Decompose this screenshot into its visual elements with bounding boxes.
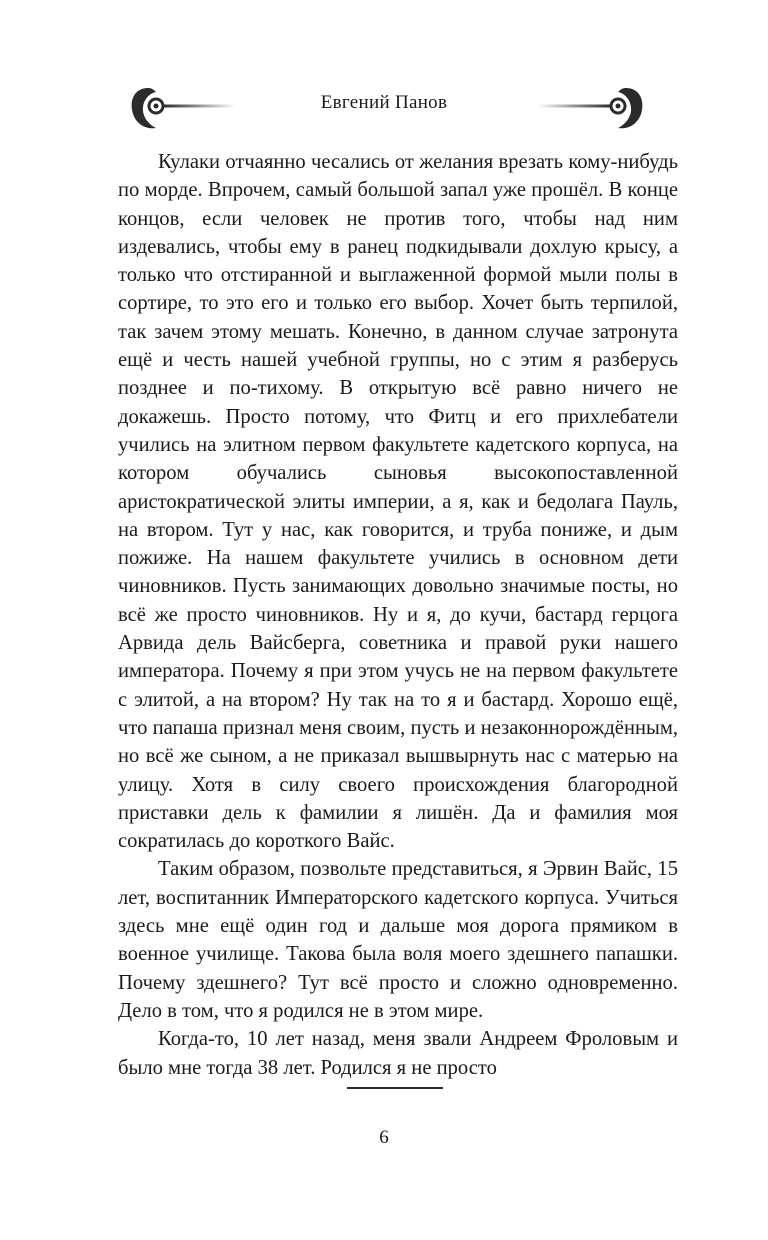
footer-divider	[347, 1087, 443, 1089]
right-ornament-icon	[538, 82, 648, 132]
page-number: 6	[379, 1127, 389, 1148]
paragraph-1: Кулаки отчаянно чесались от желания врезать кому-нибудь по морде. Впрочем, самый большой запал уже прошёл. В конце концов, если человек не против того, чтобы над ним издевались, чтобы ему в ранец подкидывали дохлую крысу, а только что отстиранной и выглаженной формой мыли полы в сортире, то это его и только его выбор. Хочет быть терпилой, так зачем этому мешать. Конечно, в данном случае затронута ещё и честь нашей учебной группы, но с этим я разберусь позднее и по-тихому. В открытую всё равно ничего не докажешь. Просто потому, что Фитц и его прихлебатели учились на элитном первом факультете кадетского корпуса, на котором обучались сыновья высокопоставленной аристократической элиты империи, а я, как и бедолага Пауль, на втором. Тут у нас, как говорится, и труба пониже, и дым пожиже. На нашем факультете учились в основном дети чиновников. Пусть занимающих довольно значимые посты, но всё же просто чиновников. Ну и я, до кучи, бастард герцога Арвида дель Вайсберга, советника и правой руки нашего императора. Почему я при этом учусь не на первом факультете с элитой, а на втором? Ну так на то я и бастард. Хорошо ещё, что папаша признал меня своим, пусть и незаконнорождённым, но всё же сыном, а не приказал вышвырнуть нас с матерью на улицу. Хотя в силу своего происхождения благородной приставки дель к фамилии я лишён. Да и фамилия моя сократилась до короткого Вайс.	[118, 151, 678, 853]
author-name: Евгений Панов	[320, 92, 448, 113]
page-body	[118, 148, 678, 1082]
running-header	[0, 82, 768, 132]
paragraph-2: Таким образом, позвольте представиться, я Эрвин Вайс, 15 лет, воспитанник Императорского кадетского корпуса. Учиться здесь мне ещё один год и дальше моя дорога прямиком в военное училище. Такова была воля моего здешнего папашки. Почему здешнего? Тут всё просто и сложно одновременно. Дело в том, что я родился не в этом мире.	[118, 858, 678, 1022]
paragraph-3: Когда-то, 10 лет назад, меня звали Андреем Фроловым и было мне тогда 38 лет. Родился я не просто	[118, 1028, 678, 1079]
